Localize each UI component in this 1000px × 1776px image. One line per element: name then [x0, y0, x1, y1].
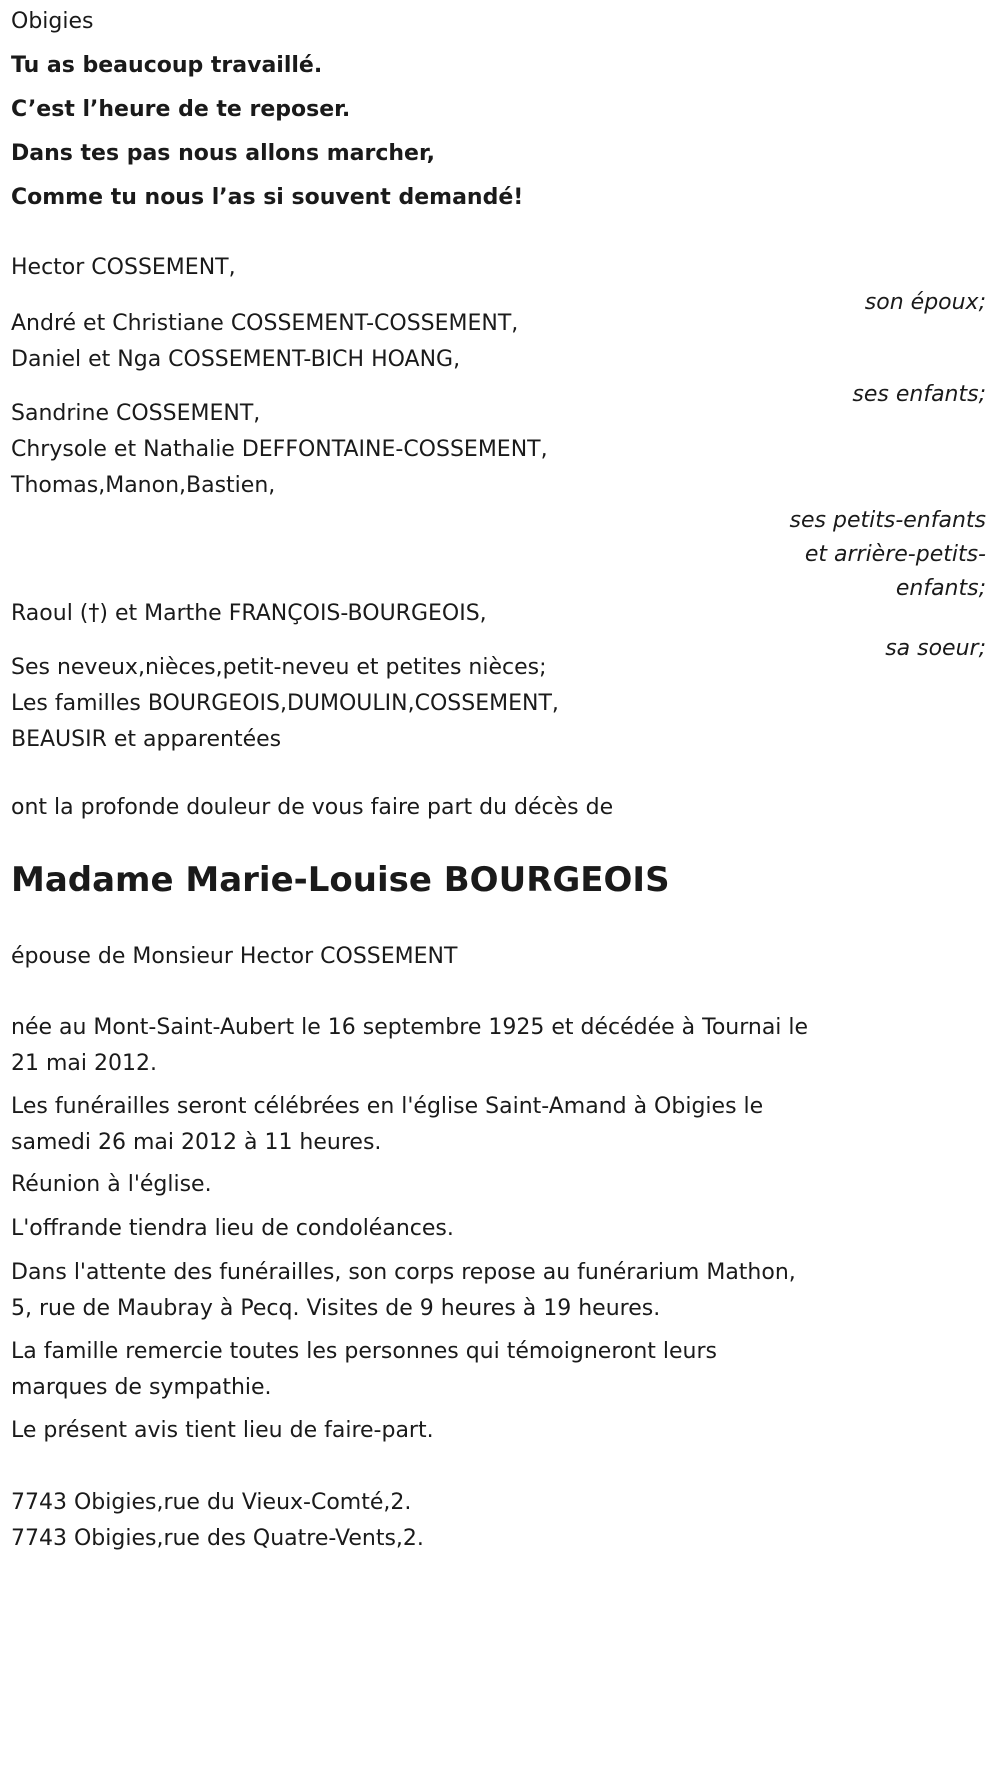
addresses: [11, 1485, 424, 1557]
announcement: [11, 790, 613, 826]
detail-line: marques de sympathie.: [11, 1375, 272, 1400]
detail-line: 5, rue de Maubray à Pecq. Visites de 9 heures à 19 heures.: [11, 1296, 661, 1321]
family-name: Ses neveux,nièces,petit-neveu et petites nièces;: [11, 655, 547, 680]
deceased-title: Madame Marie-Louise BOURGEOIS: [11, 860, 670, 900]
family-name: Hector COSSEMENT,: [11, 255, 236, 280]
relation-label: son époux;: [864, 290, 986, 315]
detail-funerarium: [11, 1255, 796, 1327]
family-others: [11, 650, 559, 758]
family-name: André et Christiane COSSEMENT-COSSEMENT,: [11, 311, 519, 336]
detail-notice: [11, 1413, 434, 1449]
poem-line: Tu as beaucoup travaillé.: [11, 53, 323, 78]
detail-birth-death: [11, 1010, 808, 1082]
detail-line: 21 mai 2012.: [11, 1051, 157, 1076]
relation-label: enfants;: [895, 576, 986, 601]
detail-line: née au Mont-Saint-Aubert le 16 septembre 1925 et décédée à Tournai le: [11, 1015, 809, 1040]
poem: [11, 44, 523, 220]
detail-line: Le présent avis tient lieu de faire-part.: [11, 1418, 434, 1443]
detail-line: La famille remercie toutes les personnes qui témoigneront leurs: [11, 1339, 718, 1364]
spouse-of-text: épouse de Monsieur Hector COSSEMENT: [11, 944, 458, 969]
spouse-of: [11, 939, 457, 975]
relation-label: ses enfants;: [852, 382, 986, 407]
family-name: Chrysole et Nathalie DEFFONTAINE-COSSEMENT,: [11, 437, 548, 462]
deceased-name: [11, 856, 670, 904]
family-name: Les familles BOURGEOIS,DUMOULIN,COSSEMENT,: [11, 691, 559, 716]
detail-line: Dans l'attente des funérailles, son corps repose au funérarium Mathon,: [11, 1260, 796, 1285]
family-name: Raoul (†) et Marthe FRANÇOIS-BOURGEOIS,: [11, 601, 487, 626]
address-line: 7743 Obigies,rue des Quatre-Vents,2.: [11, 1526, 424, 1551]
detail-line: samedi 26 mai 2012 à 11 heures.: [11, 1130, 382, 1155]
relation-label: et arrière-petits-: [804, 542, 986, 567]
poem-line: C’est l’heure de te reposer.: [11, 97, 351, 122]
detail-line: Les funérailles seront célébrées en l'église Saint-Amand à Obigies le: [11, 1094, 764, 1119]
detail-offering: [11, 1211, 454, 1247]
detail-line: L'offrande tiendra lieu de condoléances.: [11, 1216, 454, 1241]
detail-thanks: [11, 1334, 717, 1406]
place-name: Obigies: [11, 9, 94, 34]
detail-meeting: [11, 1167, 212, 1203]
family-name: Daniel et Nga COSSEMENT-BICH HOANG,: [11, 347, 461, 372]
family-name: BEAUSIR et apparentées: [11, 727, 282, 752]
family-grandchildren: [11, 396, 986, 606]
poem-line: Dans tes pas nous allons marcher,: [11, 141, 435, 166]
detail-funeral: [11, 1089, 763, 1161]
relation-label: ses petits-enfants: [789, 508, 986, 533]
poem-line: Comme tu nous l’as si souvent demandé!: [11, 185, 524, 210]
relation-label: sa soeur;: [885, 636, 986, 661]
family-name: Thomas,Manon,Bastien,: [11, 473, 276, 498]
announcement-text: ont la profonde douleur de vous faire part du décès de: [11, 795, 614, 820]
place-heading: [11, 4, 93, 40]
detail-line: Réunion à l'église.: [11, 1172, 212, 1197]
family-name: Sandrine COSSEMENT,: [11, 401, 261, 426]
address-line: 7743 Obigies,rue du Vieux-Comté,2.: [11, 1490, 412, 1515]
